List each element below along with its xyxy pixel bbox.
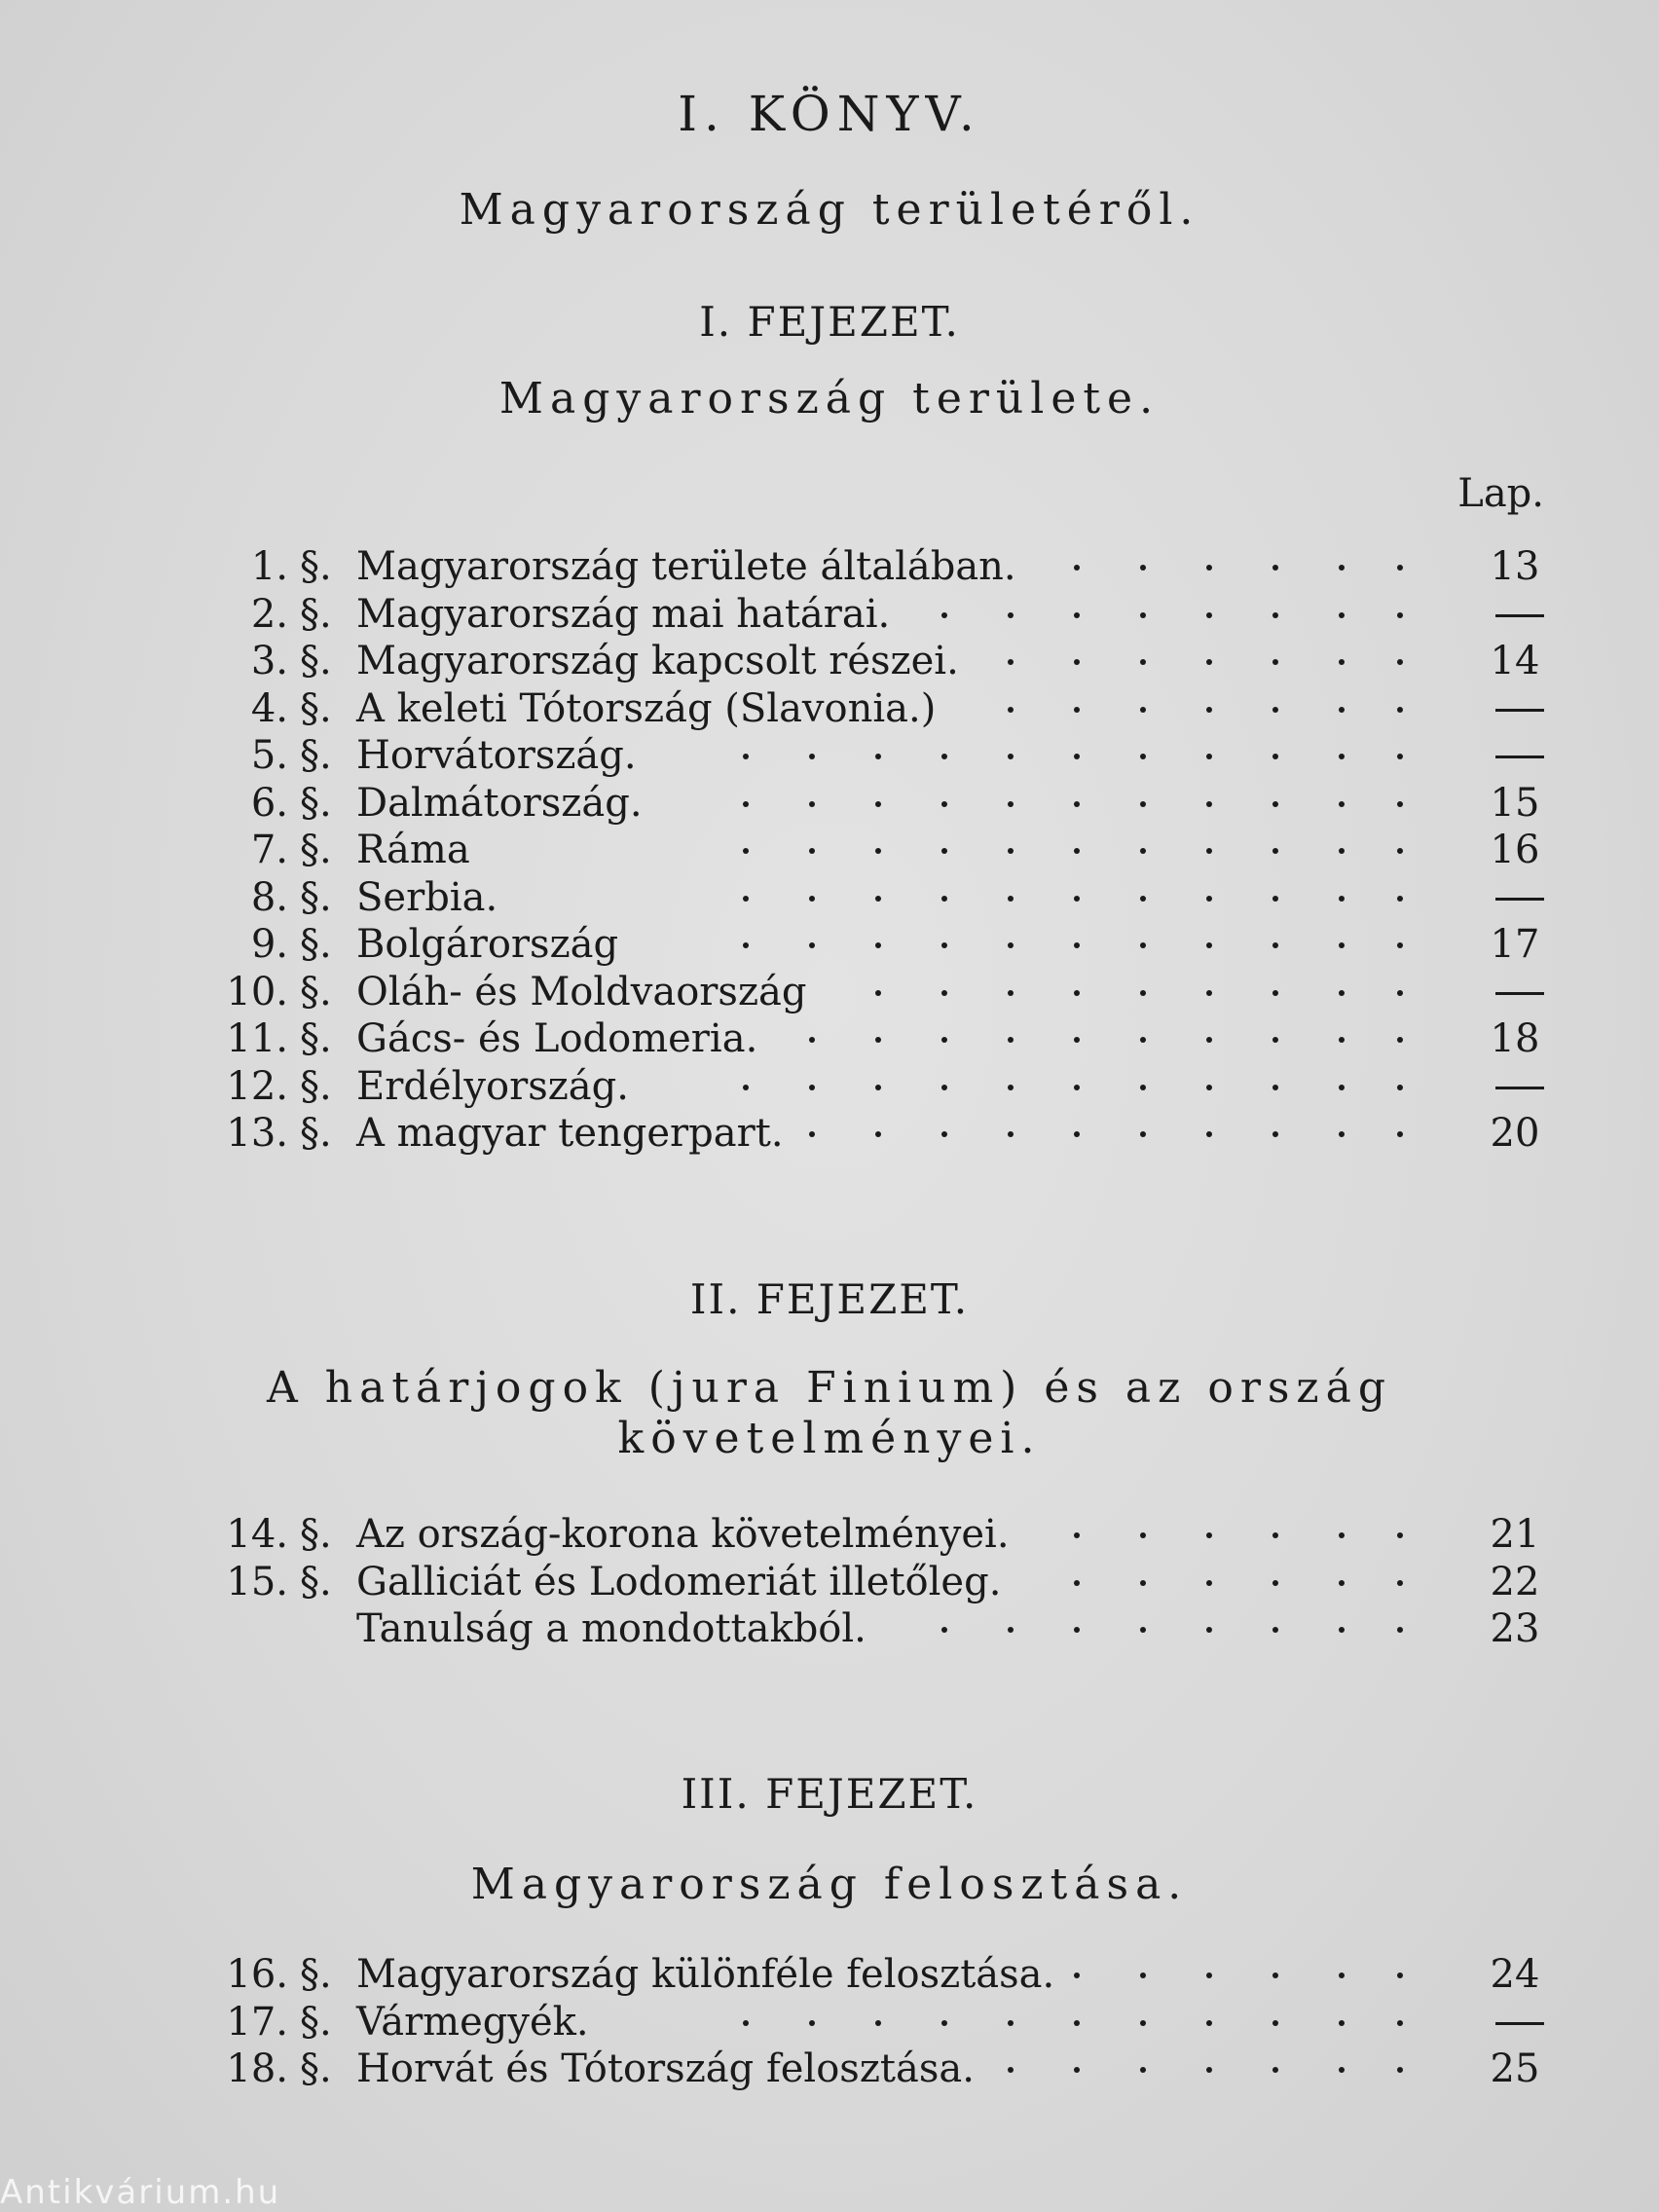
leader-dot — [1339, 2067, 1345, 2073]
entry-title: Horvátország. — [356, 733, 637, 778]
leader-dot — [1272, 1085, 1278, 1090]
leader-dot — [1397, 565, 1403, 571]
leader-dot — [1074, 990, 1080, 996]
entry-number: 1. — [250, 544, 288, 589]
leader-dot — [1272, 1627, 1278, 1633]
leader-dot — [743, 942, 749, 948]
leader-dot — [809, 942, 815, 948]
leader-dot — [1140, 1131, 1146, 1137]
leader-dot — [1008, 848, 1014, 854]
entry-title: Horvát és Tótország felosztása. — [356, 2046, 975, 2091]
toc-entry — [0, 1015, 1659, 1062]
chapter-2-title-line-1: A határjogok (jura Finium) és az ország — [266, 1363, 1393, 1413]
leader-dot — [1206, 1037, 1212, 1043]
leader-dot — [1272, 942, 1278, 948]
leader-dot — [1074, 565, 1080, 571]
section-sign: §. — [300, 828, 332, 872]
page-number: 15 — [1490, 780, 1540, 826]
leader-dot — [875, 2020, 881, 2026]
leader-dot — [809, 801, 815, 807]
leader-dot — [875, 848, 881, 854]
dot-leader — [0, 1015, 1659, 1062]
leader-dot — [1008, 990, 1014, 996]
leader-dot — [941, 942, 947, 948]
leader-dot — [941, 1131, 947, 1137]
toc-entry — [0, 969, 1659, 1015]
page-number: 17 — [1490, 922, 1540, 967]
entry-number: 14. — [226, 1512, 288, 1557]
leader-dot — [1272, 990, 1278, 996]
leader-dot — [1339, 1532, 1345, 1538]
leader-dot — [1008, 801, 1014, 807]
leader-dot — [1397, 896, 1403, 902]
toc-entry — [0, 921, 1659, 968]
leader-dot — [1397, 612, 1403, 618]
leader-dot — [809, 2020, 815, 2026]
leader-dot — [1397, 1627, 1403, 1633]
page-number: 20 — [1490, 1111, 1540, 1156]
leader-dot — [941, 848, 947, 854]
dot-leader — [0, 685, 1659, 732]
entry-number: 10. — [226, 969, 288, 1014]
leader-dot — [1206, 2020, 1212, 2026]
entry-number: 9. — [250, 922, 288, 967]
toc-entry — [0, 685, 1659, 732]
leader-dot — [1140, 612, 1146, 618]
page-number: 21 — [1490, 1512, 1540, 1557]
toc-entry — [0, 732, 1659, 779]
leader-dot — [1272, 1131, 1278, 1137]
toc-entry — [0, 874, 1659, 921]
leader-dot — [1397, 1085, 1403, 1090]
leader-dot — [941, 754, 947, 759]
leader-dot — [1272, 1037, 1278, 1043]
leader-dot — [1074, 2020, 1080, 2026]
leader-dot — [1339, 848, 1345, 854]
dot-leader — [0, 1605, 1659, 1652]
leader-dot — [941, 801, 947, 807]
section-sign: §. — [300, 780, 332, 826]
dot-leader — [0, 874, 1659, 921]
leader-dot — [1140, 659, 1146, 665]
section-sign: §. — [300, 733, 332, 778]
leader-dot — [1206, 1131, 1212, 1137]
entry-number: 3. — [250, 639, 288, 683]
section-sign: §. — [300, 874, 332, 920]
leader-dot — [1206, 896, 1212, 902]
leader-dot — [941, 2020, 947, 2026]
leader-dot — [941, 1037, 947, 1043]
leader-dot — [1140, 1085, 1146, 1090]
entry-number: 12. — [226, 1063, 288, 1109]
leader-dot — [1206, 707, 1212, 713]
ditto-dash — [1495, 2022, 1544, 2025]
leader-dot — [1272, 707, 1278, 713]
leader-dot — [875, 896, 881, 902]
leader-dot — [1339, 1972, 1345, 1978]
book-title: I. KÖNYV. — [678, 86, 981, 142]
leader-dot — [1272, 1580, 1278, 1586]
leader-dot — [1272, 1972, 1278, 1978]
leader-dot — [941, 1627, 947, 1633]
entry-title: Az ország-korona követelményei. — [356, 1512, 1010, 1557]
leader-dot — [1074, 1580, 1080, 1586]
page-number: 23 — [1490, 1606, 1540, 1651]
leader-dot — [809, 896, 815, 902]
dot-leader — [0, 1511, 1659, 1558]
entry-number: 18. — [226, 2046, 288, 2091]
entry-title: Magyarország különféle felosztása. — [356, 1952, 1055, 1997]
leader-dot — [1339, 612, 1345, 618]
dot-leader — [0, 1559, 1659, 1605]
leader-dot — [1140, 896, 1146, 902]
leader-dot — [1397, 754, 1403, 759]
entry-number: 7. — [250, 828, 288, 872]
section-sign: §. — [300, 591, 332, 637]
entry-number: 8. — [250, 874, 288, 920]
entry-title: A magyar tengerpart. — [356, 1111, 784, 1156]
chapter-1-title: Magyarország területe. — [498, 374, 1161, 424]
leader-dot — [1206, 1627, 1212, 1633]
entry-number: 4. — [250, 685, 288, 731]
leader-dot — [1339, 1131, 1345, 1137]
section-sign: §. — [300, 1063, 332, 1109]
entry-title: Gács- és Lodomeria. — [356, 1016, 758, 1061]
leader-dot — [1140, 754, 1146, 759]
entry-number: 2. — [250, 591, 288, 637]
page-number: 22 — [1490, 1559, 1540, 1604]
leader-dot — [1074, 848, 1080, 854]
section-sign: §. — [300, 1952, 332, 1997]
leader-dot — [1206, 2067, 1212, 2073]
dot-leader — [0, 732, 1659, 779]
toc-entry — [0, 638, 1659, 684]
leader-dot — [1206, 1085, 1212, 1090]
toc-entry — [0, 1511, 1659, 1558]
leader-dot — [1140, 1972, 1146, 1978]
leader-dot — [1008, 942, 1014, 948]
entry-title: Bolgárország — [356, 922, 619, 967]
leader-dot — [1206, 990, 1212, 996]
leader-dot — [1008, 1037, 1014, 1043]
toc-entry — [0, 2046, 1659, 2092]
leader-dot — [1206, 1580, 1212, 1586]
leader-dot — [875, 1131, 881, 1137]
toc-entry — [0, 1951, 1659, 1998]
leader-dot — [875, 801, 881, 807]
dot-leader — [0, 921, 1659, 968]
leader-dot — [1140, 1580, 1146, 1586]
entry-title: Ráma — [356, 828, 470, 872]
entry-title: Galliciát és Lodomeriát illetőleg. — [356, 1559, 1002, 1604]
leader-dot — [1140, 801, 1146, 807]
leader-dot — [1397, 1972, 1403, 1978]
leader-dot — [1008, 2067, 1014, 2073]
leader-dot — [1140, 1627, 1146, 1633]
leader-dot — [1339, 1627, 1345, 1633]
leader-dot — [1397, 1580, 1403, 1586]
page-number: 13 — [1490, 544, 1540, 589]
dot-leader — [0, 1999, 1659, 2046]
leader-dot — [809, 1131, 815, 1137]
entry-number: 6. — [250, 780, 288, 826]
entry-title: A keleti Tótország (Slavonia.) — [356, 685, 937, 731]
section-sign: §. — [300, 1999, 332, 2045]
ditto-dash — [1495, 992, 1544, 995]
leader-dot — [941, 990, 947, 996]
leader-dot — [743, 1085, 749, 1090]
page-column-label: Lap. — [1457, 471, 1544, 516]
ditto-dash — [1495, 709, 1544, 712]
leader-dot — [1397, 1532, 1403, 1538]
dot-leader — [0, 969, 1659, 1015]
entry-title: Dalmátország. — [356, 780, 643, 826]
toc-entry — [0, 827, 1659, 873]
leader-dot — [1008, 707, 1014, 713]
leader-dot — [1140, 1532, 1146, 1538]
section-sign: §. — [300, 1559, 332, 1604]
leader-dot — [743, 896, 749, 902]
leader-dot — [1008, 1627, 1014, 1633]
leader-dot — [1272, 612, 1278, 618]
section-sign: §. — [300, 544, 332, 589]
book-subtitle: Magyarország területéről. — [459, 185, 1200, 235]
leader-dot — [809, 848, 815, 854]
leader-dot — [1206, 942, 1212, 948]
chapter-2-heading: II. FEJEZET. — [689, 1275, 970, 1323]
leader-dot — [1140, 707, 1146, 713]
leader-dot — [1074, 1972, 1080, 1978]
leader-dot — [1339, 801, 1345, 807]
entry-title: Erdélyország. — [356, 1063, 629, 1109]
dot-leader — [0, 827, 1659, 873]
leader-dot — [809, 754, 815, 759]
entry-title: Vármegyék. — [356, 1999, 589, 2045]
leader-dot — [1074, 1085, 1080, 1090]
leader-dot — [1206, 659, 1212, 665]
section-sign: §. — [300, 685, 332, 731]
leader-dot — [1008, 612, 1014, 618]
dot-leader — [0, 1951, 1659, 1998]
chapter-2-title-line-2: követelményei. — [617, 1414, 1042, 1463]
leader-dot — [1074, 942, 1080, 948]
leader-dot — [1074, 754, 1080, 759]
section-sign: §. — [300, 922, 332, 967]
leader-dot — [1272, 754, 1278, 759]
leader-dot — [1008, 2020, 1014, 2026]
page-number: 16 — [1490, 828, 1540, 872]
leader-dot — [1397, 848, 1403, 854]
entry-title: Serbia. — [356, 874, 498, 920]
leader-dot — [1272, 896, 1278, 902]
page-number: 18 — [1490, 1016, 1540, 1061]
entry-number: 15. — [226, 1559, 288, 1604]
leader-dot — [1074, 612, 1080, 618]
entry-title: Oláh- és Moldvaország — [356, 969, 807, 1014]
section-sign: §. — [300, 1512, 332, 1557]
leader-dot — [743, 754, 749, 759]
dot-leader — [0, 2046, 1659, 2092]
leader-dot — [1074, 659, 1080, 665]
leader-dot — [1339, 754, 1345, 759]
leader-dot — [1339, 942, 1345, 948]
toc-entry — [0, 1110, 1659, 1157]
entry-title: Magyarország területe általában. — [356, 544, 1016, 589]
leader-dot — [1339, 1085, 1345, 1090]
dot-leader — [0, 591, 1659, 638]
leader-dot — [1397, 1131, 1403, 1137]
leader-dot — [875, 942, 881, 948]
leader-dot — [1074, 2067, 1080, 2073]
dot-leader — [0, 543, 1659, 590]
leader-dot — [1272, 848, 1278, 854]
toc-entry — [0, 591, 1659, 638]
page-number: 14 — [1490, 639, 1540, 683]
leader-dot — [1008, 754, 1014, 759]
leader-dot — [1074, 1627, 1080, 1633]
leader-dot — [1272, 801, 1278, 807]
leader-dot — [1272, 1532, 1278, 1538]
leader-dot — [1008, 659, 1014, 665]
leader-dot — [1272, 2067, 1278, 2073]
leader-dot — [1074, 1131, 1080, 1137]
leader-dot — [809, 1085, 815, 1090]
leader-dot — [1397, 990, 1403, 996]
leader-dot — [1206, 848, 1212, 854]
leader-dot — [1397, 2020, 1403, 2026]
leader-dot — [1140, 848, 1146, 854]
chapter-3-heading: III. FEJEZET. — [681, 1770, 978, 1818]
leader-dot — [941, 896, 947, 902]
entry-number: 17. — [226, 1999, 288, 2045]
entry-number: 16. — [226, 1952, 288, 1997]
leader-dot — [1074, 707, 1080, 713]
section-sign: §. — [300, 969, 332, 1014]
leader-dot — [1008, 1131, 1014, 1137]
leader-dot — [1397, 707, 1403, 713]
leader-dot — [1339, 2020, 1345, 2026]
leader-dot — [1008, 1085, 1014, 1090]
leader-dot — [1206, 612, 1212, 618]
dot-leader — [0, 1110, 1659, 1157]
leader-dot — [1397, 801, 1403, 807]
leader-dot — [1206, 1972, 1212, 1978]
toc-entry — [0, 1559, 1659, 1605]
toc-entry — [0, 543, 1659, 590]
leader-dot — [1397, 2067, 1403, 2073]
leader-dot — [1339, 1037, 1345, 1043]
ditto-dash — [1495, 756, 1544, 758]
leader-dot — [1140, 990, 1146, 996]
leader-dot — [875, 990, 881, 996]
toc-entry — [0, 1063, 1659, 1110]
leader-dot — [743, 801, 749, 807]
leader-dot — [1339, 565, 1345, 571]
leader-dot — [1140, 2020, 1146, 2026]
leader-dot — [1397, 942, 1403, 948]
leader-dot — [1339, 990, 1345, 996]
leader-dot — [1140, 1037, 1146, 1043]
leader-dot — [1339, 1580, 1345, 1586]
leader-dot — [875, 1037, 881, 1043]
section-sign: §. — [300, 639, 332, 683]
leader-dot — [1008, 896, 1014, 902]
leader-dot — [1272, 659, 1278, 665]
leader-dot — [1339, 896, 1345, 902]
section-sign: §. — [300, 1016, 332, 1061]
toc-entry — [0, 1605, 1659, 1652]
leader-dot — [941, 612, 947, 618]
ditto-dash — [1495, 614, 1544, 617]
leader-dot — [1272, 565, 1278, 571]
dot-leader — [0, 638, 1659, 684]
leader-dot — [1140, 2067, 1146, 2073]
page-number: 25 — [1490, 2046, 1540, 2091]
leader-dot — [1140, 942, 1146, 948]
leader-dot — [1140, 565, 1146, 571]
section-sign: §. — [300, 1111, 332, 1156]
leader-dot — [1206, 565, 1212, 571]
leader-dot — [1074, 1037, 1080, 1043]
chapter-3-title: Magyarország felosztása. — [470, 1860, 1189, 1909]
leader-dot — [1206, 801, 1212, 807]
leader-dot — [1074, 801, 1080, 807]
entry-title: Tanulság a mondottakból. — [356, 1606, 866, 1651]
leader-dot — [1339, 659, 1345, 665]
leader-dot — [743, 848, 749, 854]
entry-title: Magyarország mai határai. — [356, 591, 891, 637]
leader-dot — [1206, 1532, 1212, 1538]
leader-dot — [875, 1085, 881, 1090]
leader-dot — [875, 754, 881, 759]
page-number: 24 — [1490, 1952, 1540, 1997]
dot-leader — [0, 780, 1659, 827]
leader-dot — [1272, 2020, 1278, 2026]
chapter-1-heading: I. FEJEZET. — [699, 298, 960, 346]
entry-number: 5. — [250, 733, 288, 778]
ditto-dash — [1495, 898, 1544, 901]
leader-dot — [1397, 1037, 1403, 1043]
leader-dot — [1206, 754, 1212, 759]
entry-number: 13. — [226, 1111, 288, 1156]
toc-entry — [0, 1999, 1659, 2046]
leader-dot — [1074, 896, 1080, 902]
leader-dot — [1074, 1532, 1080, 1538]
section-sign: §. — [300, 2046, 332, 2091]
watermark: Antikvárium.hu — [0, 2173, 281, 2212]
leader-dot — [941, 1085, 947, 1090]
ditto-dash — [1495, 1087, 1544, 1089]
dot-leader — [0, 1063, 1659, 1110]
leader-dot — [809, 1037, 815, 1043]
toc-entry — [0, 780, 1659, 827]
entry-title: Magyarország kapcsolt részei. — [356, 639, 959, 683]
leader-dot — [743, 2020, 749, 2026]
leader-dot — [1339, 707, 1345, 713]
leader-dot — [1397, 659, 1403, 665]
entry-number: 11. — [226, 1016, 288, 1061]
